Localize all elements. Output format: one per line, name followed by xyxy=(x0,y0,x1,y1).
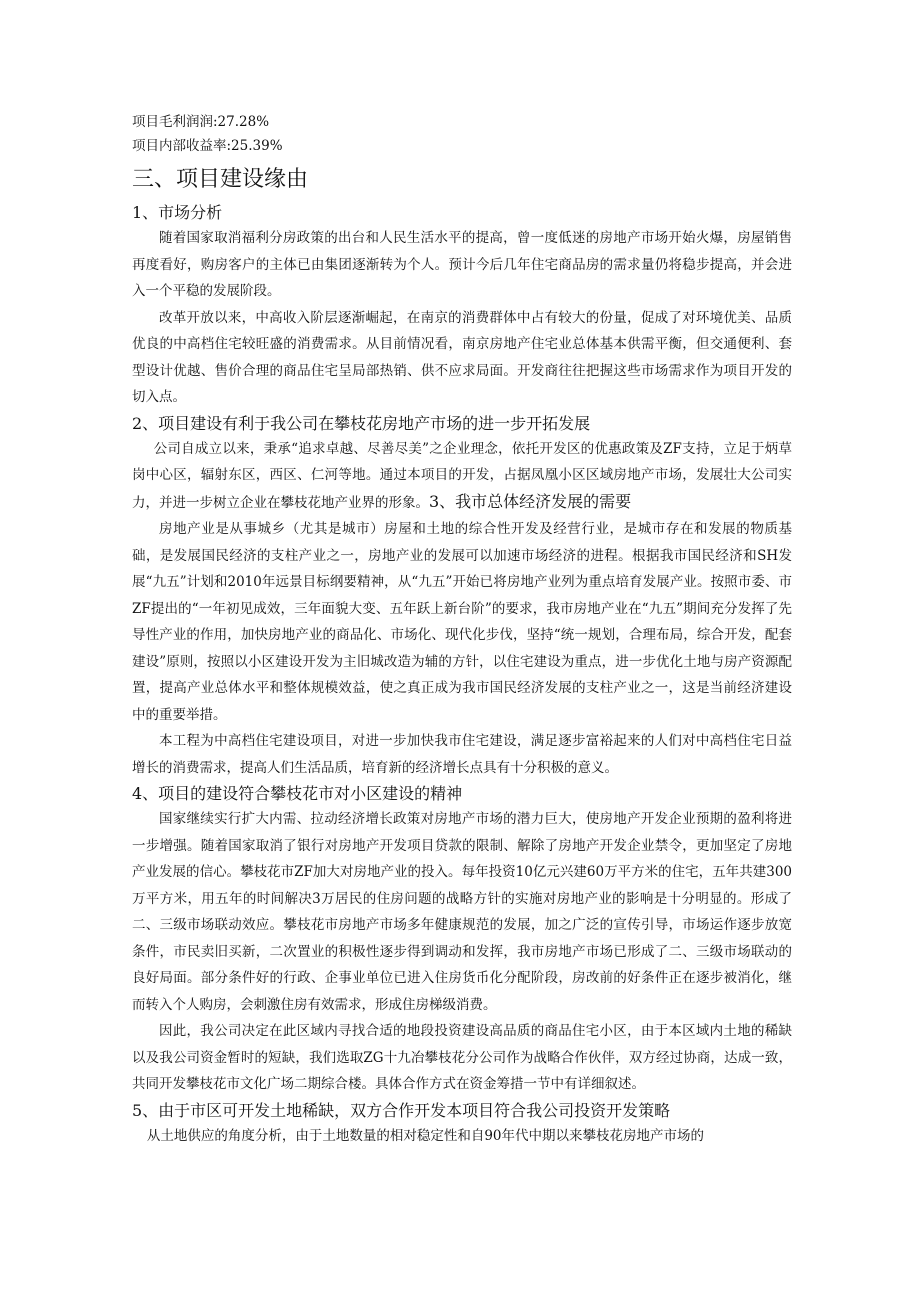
paragraph-market-2: 改革开放以来，中高收入阶层逐渐崛起，在南京的消费群体中占有较大的份量，促成了对环境优美、品质优良的中高档住宅较旺盛的消费需求。从目前情况看，南京房地产住宅业总体基本供需平衡，但交通便利、套型设计优越、售价合理的商品住宅呈局部热销、供不应求局面。开发商往往把握这些市场需求作为项目开发的切入点。 xyxy=(132,309,792,405)
heading-community-policy: 4、项目的建设符合攀枝花市对小区建设的精神 xyxy=(132,784,463,803)
section-title: 三、项目建设缘由 xyxy=(132,167,309,192)
heading-land-scarcity: 5、由于市区可开发土地稀缺，双方合作开发本项目符合我公司投资开发策略 xyxy=(132,1100,671,1120)
heading-economic-development: 3、我市总体经济发展的需要 xyxy=(429,491,632,511)
paragraph-project-significance: 本工程为中高档住宅建设项目，对进一步加快我市住宅建设，满足逐步富裕起来的人们对中高档住宅日益增长的消费需求，提高人们生活品质，培育新的经济增长点具有十分积极的意义。 xyxy=(132,733,792,776)
paragraph-market-1: 随着国家取消福利分房政策的出台和人民生活水平的提高，曾一度低迷的房地产市场开始火爆，房屋销售再度看好，购房客户的主体已由集团逐渐转为个人。预计今后几年住宅商品房的需求量仍将稳步提高，并会进入一个平稳的发展阶段。 xyxy=(132,230,792,299)
paragraph-company xyxy=(132,436,792,517)
paragraph-real-estate-industry: 房地产业是从事城乡（尤其是城市）房屋和土地的综合性开发及经营行业，是城市存在和发展的物质基础，是发展国民经济的支柱产业之一，房地产业的发展可以加速市场经济的进程。根据我市国民经济和SH发展“九五”计划和2010年远景目标纲要精神，从“九五”开始已将房地产业列为重点培育发展产业。按照市委、市ZF提出的“一年初见成效，三年面貌大变、五年跃上新台阶”的要求，我市房地产业在“九五”期间充分发挥了先导性产业的作用，加快房地产业的商品化、市场化、现代化步伐，坚持“统一规划，合理布局，综合开发，配套建设”原则，按照以小区建设开发为主旧城改造为辅的方针，以住宅建设为重点，进一步优化土地与房产资源配置，提高产业总体水平和整体规模效益，使之真正成为我市国民经济发展的支柱产业之一，这是当前经济建设中的重要举措。 xyxy=(132,521,792,723)
irr-line: 项目内部收益率:25.39% xyxy=(132,138,283,154)
heading-market-analysis: 1、市场分析 xyxy=(132,203,223,222)
paragraph-company-text: 公司自成立以来，秉承“追求卓越、尽善尽美”之企业理念，依托开发区的优惠政策及ZF支持，立足于炳草岗中心区，辐射东区，西区、仁河等地。通过本项目的开发，占据凤凰小区区域房地产市场，发展壮大公司实力，并进一步树立企业在攀枝花地产业界的形象。 xyxy=(132,440,792,511)
document-body xyxy=(132,110,792,1149)
gross-profit-line: 项目毛利润润:27.28% xyxy=(132,114,270,130)
paragraph-policy: 国家继续实行扩大内需、拉动经济增长政策对房地产市场的潜力巨大，使房地产开发企业预期的盈利将进一步增强。随着国家取消了银行对房地产开发项目贷款的限制、解除了房地产开发企业禁令，更加坚定了房地产业发展的信心。攀枝花市ZF加大对房地产业的投入。每年投资10亿元兴建60万平方米的住宅，五年共建300万平方米，用五年的时间解决3万居民的住房问题的战略方针的实施对房地产业的影响是十分明显的。形成了二、三级市场联动效应。攀枝花市房地产市场多年健康规范的发展，加之广泛的宣传引导，市场运作逐步放宽条件，市民卖旧买新，二次置业的积极性逐步得到调动和发挥，我市房地产市场已形成了二、三级市场联动的良好局面。部分条件好的行政、企事业单位已进入住房货币化分配阶段，房改前的好条件正在逐步被消化，继而转入个人购房，会刺激住房有效需求，形成住房梯级消费。 xyxy=(132,811,792,1013)
heading-company-development: 2、项目建设有利于我公司在攀枝花房地产市场的进一步开拓发展 xyxy=(132,413,591,433)
paragraph-cooperation: 因此，我公司决定在此区域内寻找合适的地段投资建设高品质的商品住宅小区，由于本区域内土地的稀缺以及我公司资金暂时的短缺，我们选取ZG十九冶攀枝花分公司作为战略合作伙伴，双方经过协商，达成一致，共同开发攀枝花市文化广场二期综合楼。具体合作方式在资金筹措一节中有详细叙述。 xyxy=(132,1023,792,1092)
paragraph-land-supply: 从土地供应的角度分析，由于土地数量的相对稳定性和自90年代中期以来攀枝花房地产市场的 xyxy=(146,1127,705,1144)
